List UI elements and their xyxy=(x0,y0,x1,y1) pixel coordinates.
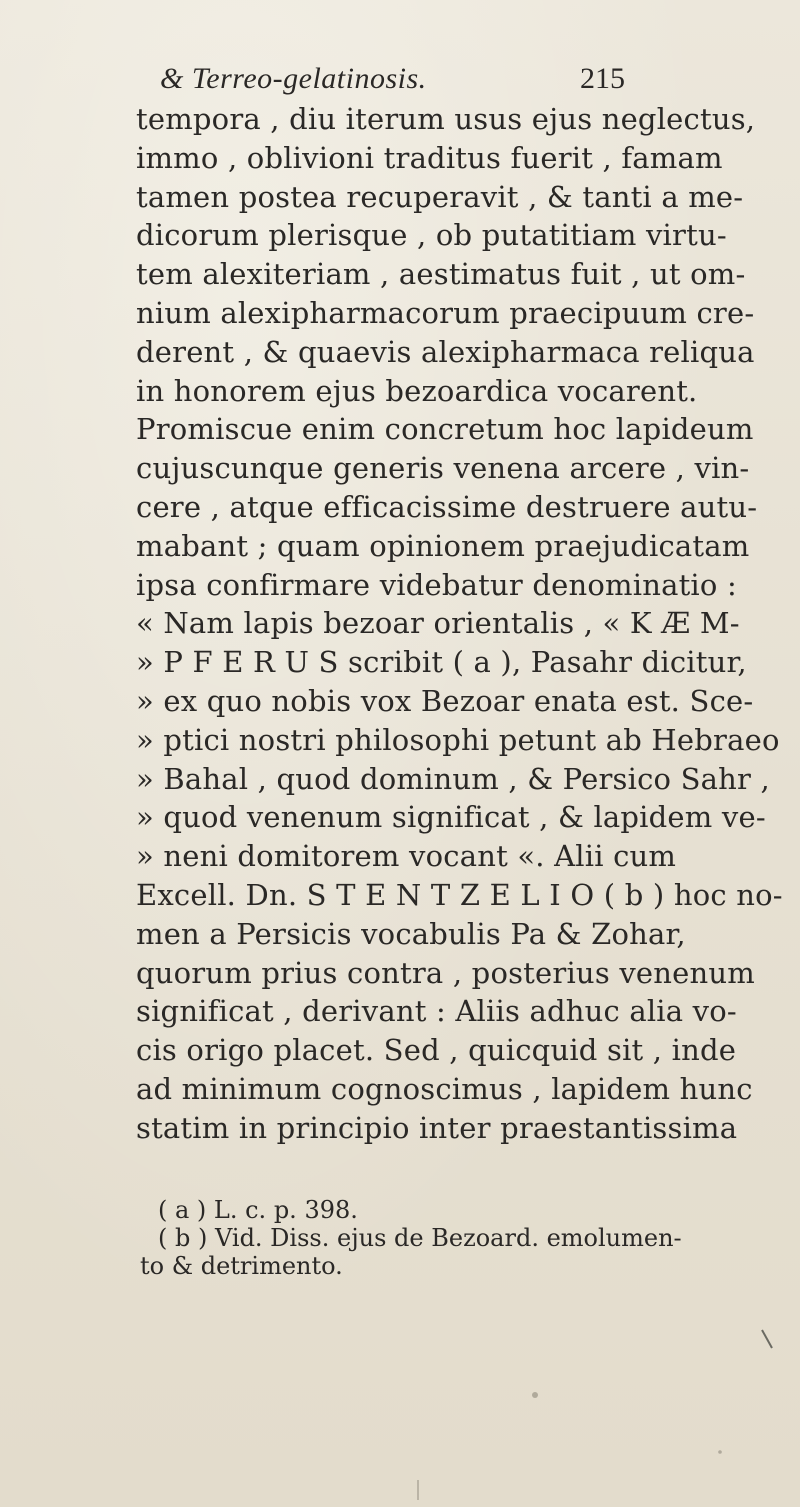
text-line: Promiscue enim concretum hoc lapideum xyxy=(136,412,754,447)
text-line: significat , derivant : Aliis adhuc alia vo- xyxy=(136,994,737,1029)
text-line: » quod venenum significat , & lapidem ve- xyxy=(136,800,766,835)
text-line: in honorem ejus bezoardica vocarent. xyxy=(136,373,698,408)
text-line: nium alexipharmacorum praecipuum cre- xyxy=(136,295,755,330)
footnote-b-continued: to & detrimento. xyxy=(140,1252,343,1280)
text-line: tamen postea recuperavit , & tanti a me- xyxy=(136,179,744,214)
text-line: cis origo placet. Sed , quicquid sit , inde xyxy=(136,1033,737,1068)
paper-speck xyxy=(718,1450,722,1454)
text-line: statim in principio inter praestantissima xyxy=(136,1110,738,1145)
body-text xyxy=(136,100,783,1148)
page-number: 215 xyxy=(580,62,625,95)
footnote-a: ( a ) L. c. p. 398. xyxy=(158,1196,358,1224)
paper-mark xyxy=(762,1330,772,1348)
running-title: & Terreo-gelatinosis. xyxy=(160,62,427,95)
text-line: quorum prius contra , posterius venenum xyxy=(136,955,755,990)
text-line: « Nam lapis bezoar orientalis , « K Æ M- xyxy=(136,606,740,641)
footnote-b: ( b ) Vid. Diss. ejus de Bezoard. emolumen- xyxy=(158,1224,682,1252)
text-line: cere , atque efficacissime destruere autu- xyxy=(136,489,758,524)
text-line: » P F E R U S scribit ( a ), Pasahr dicitur, xyxy=(136,645,747,680)
footnotes xyxy=(140,1196,682,1280)
text-line: immo , oblivioni traditus fuerit , famam xyxy=(136,140,723,175)
text-line: ad minimum cognoscimus , lapidem hunc xyxy=(136,1071,753,1106)
text-line: » ptici nostri philosophi petunt ab Hebraeo xyxy=(136,722,780,757)
text-line: » Bahal , quod dominum , & Persico Sahr , xyxy=(136,761,770,796)
text-line: » neni domitorem vocant «. Alii cum xyxy=(136,839,677,874)
text-line: mabant ; quam opinionem praejudicatam xyxy=(136,528,750,563)
text-line: derent , & quaevis alexipharmaca reliqua xyxy=(136,334,755,369)
text-line: cujuscunque generis venena arcere , vin- xyxy=(136,451,750,486)
text-line: ipsa confirmare videbatur denominatio : xyxy=(136,567,737,602)
text-line: Excell. Dn. S T E N T Z E L I O ( b ) hoc no- xyxy=(136,877,783,912)
text-line: » ex quo nobis vox Bezoar enata est. Sce- xyxy=(136,683,754,718)
page-header xyxy=(160,62,625,102)
text-line: tem alexiteriam , aestimatus fuit , ut om- xyxy=(136,257,746,292)
paper-speck xyxy=(532,1392,538,1398)
text-line: tempora , diu iterum usus ejus neglectus, xyxy=(136,102,756,136)
text-line: men a Persicis vocabulis Pa & Zohar, xyxy=(136,916,686,951)
text-line: dicorum plerisque , ob putatitiam virtu- xyxy=(136,218,727,253)
